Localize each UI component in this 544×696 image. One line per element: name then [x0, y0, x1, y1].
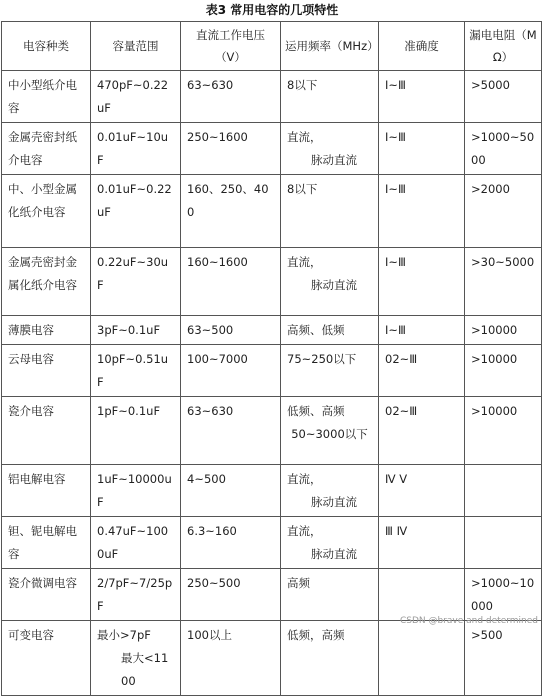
cell-capacity: 10pF~0.51uF [91, 345, 181, 397]
table-row [2, 569, 542, 621]
cell-capacity: 2/7pF~7/25pF [91, 569, 181, 621]
cell-voltage: 63~630 [181, 397, 281, 465]
capacitor-characteristics-table [1, 21, 542, 696]
cell-accuracy: Ⅰ~Ⅲ [379, 316, 465, 345]
frequency-line-2: 脉动直流 [311, 547, 357, 561]
table-row [2, 316, 542, 345]
cell-type: 云母电容 [2, 345, 91, 397]
cell-type: 瓷介微调电容 [2, 569, 91, 621]
cell-leakage: >10000 [465, 345, 542, 397]
cell-accuracy: Ⅰ~Ⅲ [379, 123, 465, 175]
cell-leakage [465, 465, 542, 517]
cell-capacity: 0.01uF~0.22uF [91, 175, 181, 248]
cell-frequency: 8以下 [281, 175, 379, 248]
cell-voltage: 250~500 [181, 569, 281, 621]
cell-frequency [281, 517, 379, 569]
cell-frequency [281, 248, 379, 316]
cell-voltage: 100以上 [181, 621, 281, 696]
cell-accuracy: Ⅰ~Ⅲ [379, 175, 465, 248]
cell-voltage: 6.3~160 [181, 517, 281, 569]
cell-voltage: 63~630 [181, 71, 281, 123]
capacity-line-1: 最小>7pF [97, 628, 151, 642]
cell-type: 铝电解电容 [2, 465, 91, 517]
header-voltage: 直流工作电压（V） [181, 22, 281, 71]
header-frequency: 运用频率（MHz） [281, 22, 379, 71]
header-row [2, 22, 542, 71]
cell-type: 瓷介电容 [2, 397, 91, 465]
cell-accuracy: 02~Ⅲ [379, 397, 465, 465]
cell-capacity: 0.47uF~1000uF [91, 517, 181, 569]
cell-accuracy: 02~Ⅲ [379, 345, 465, 397]
cell-leakage: >10000 [465, 316, 542, 345]
cell-leakage: >500 [465, 621, 542, 696]
cell-frequency: 75~250以下 [281, 345, 379, 397]
cell-type: 中小型纸介电容 [2, 71, 91, 123]
table-row [2, 175, 542, 248]
cell-frequency [281, 397, 379, 465]
frequency-line-2: 脉动直流 [311, 495, 357, 509]
header-capacity: 容量范围 [91, 22, 181, 71]
table-row [2, 248, 542, 316]
cell-voltage: 100~7000 [181, 345, 281, 397]
frequency-line-2: 50~3000以下 [291, 427, 368, 441]
cell-capacity: 0.22uF~30uF [91, 248, 181, 316]
cell-voltage: 250~1600 [181, 123, 281, 175]
cell-accuracy: Ⅲ Ⅳ [379, 517, 465, 569]
cell-frequency: 高频 [281, 569, 379, 621]
cell-capacity: 470pF~0.22uF [91, 71, 181, 123]
cell-type: 可变电容 [2, 621, 91, 696]
cell-accuracy: Ⅳ Ⅴ [379, 465, 465, 517]
table-row [2, 345, 542, 397]
frequency-line-2: 脉动直流 [311, 153, 357, 167]
cell-leakage: >1000~5000 [465, 123, 542, 175]
cell-voltage: 160~1600 [181, 248, 281, 316]
frequency-line-2: 脉动直流 [311, 278, 357, 292]
cell-accuracy [379, 621, 465, 696]
cell-leakage: >1000~10000 [465, 569, 542, 621]
cell-accuracy: Ⅰ~Ⅲ [379, 248, 465, 316]
cell-type: 金属壳密封纸介电容 [2, 123, 91, 175]
cell-frequency [281, 465, 379, 517]
cell-voltage: 160、250、400 [181, 175, 281, 248]
table-caption: 表3 常用电容的几项特性 [205, 3, 339, 17]
header-leakage: 漏电电阻（MΩ） [465, 22, 542, 71]
table-row [2, 465, 542, 517]
cell-frequency: 低频，高频 [281, 621, 379, 696]
capacity-line-2: 最大<1100 [121, 651, 169, 688]
watermark: CSDN @brave and determined [399, 616, 538, 626]
table-row [2, 517, 542, 569]
table-row [2, 123, 542, 175]
cell-leakage [465, 517, 542, 569]
cell-type: 薄膜电容 [2, 316, 91, 345]
cell-type: 金属壳密封金属化纸介电容 [2, 248, 91, 316]
frequency-line-1: 直流， [287, 472, 322, 486]
cell-capacity: 1uF~10000uF [91, 465, 181, 517]
cell-leakage: >30~5000 [465, 248, 542, 316]
cell-voltage: 4~500 [181, 465, 281, 517]
cell-capacity [91, 621, 181, 696]
cell-capacity: 1pF~0.1uF [91, 397, 181, 465]
frequency-line-1: 直流， [287, 255, 322, 269]
frequency-line-1: 直流， [287, 524, 322, 538]
header-type: 电容种类 [2, 22, 91, 71]
table-row [2, 397, 542, 465]
cell-leakage: >10000 [465, 397, 542, 465]
cell-type: 中、小型金属化纸介电容 [2, 175, 91, 248]
cell-voltage: 63~500 [181, 316, 281, 345]
cell-frequency: 8以下 [281, 71, 379, 123]
cell-leakage: >5000 [465, 71, 542, 123]
cell-frequency [281, 123, 379, 175]
frequency-line-1: 低频、高频 [287, 404, 345, 418]
cell-leakage: >2000 [465, 175, 542, 248]
header-accuracy: 准确度 [379, 22, 465, 71]
cell-capacity: 0.01uF~10uF [91, 123, 181, 175]
cell-accuracy [379, 569, 465, 621]
cell-accuracy: Ⅰ~Ⅲ [379, 71, 465, 123]
table-row [2, 71, 542, 123]
table-row [2, 621, 542, 696]
cell-type: 钽、铌电解电容 [2, 517, 91, 569]
cell-frequency: 高频、低频 [281, 316, 379, 345]
frequency-line-1: 直流， [287, 130, 322, 144]
cell-capacity: 3pF~0.1uF [91, 316, 181, 345]
